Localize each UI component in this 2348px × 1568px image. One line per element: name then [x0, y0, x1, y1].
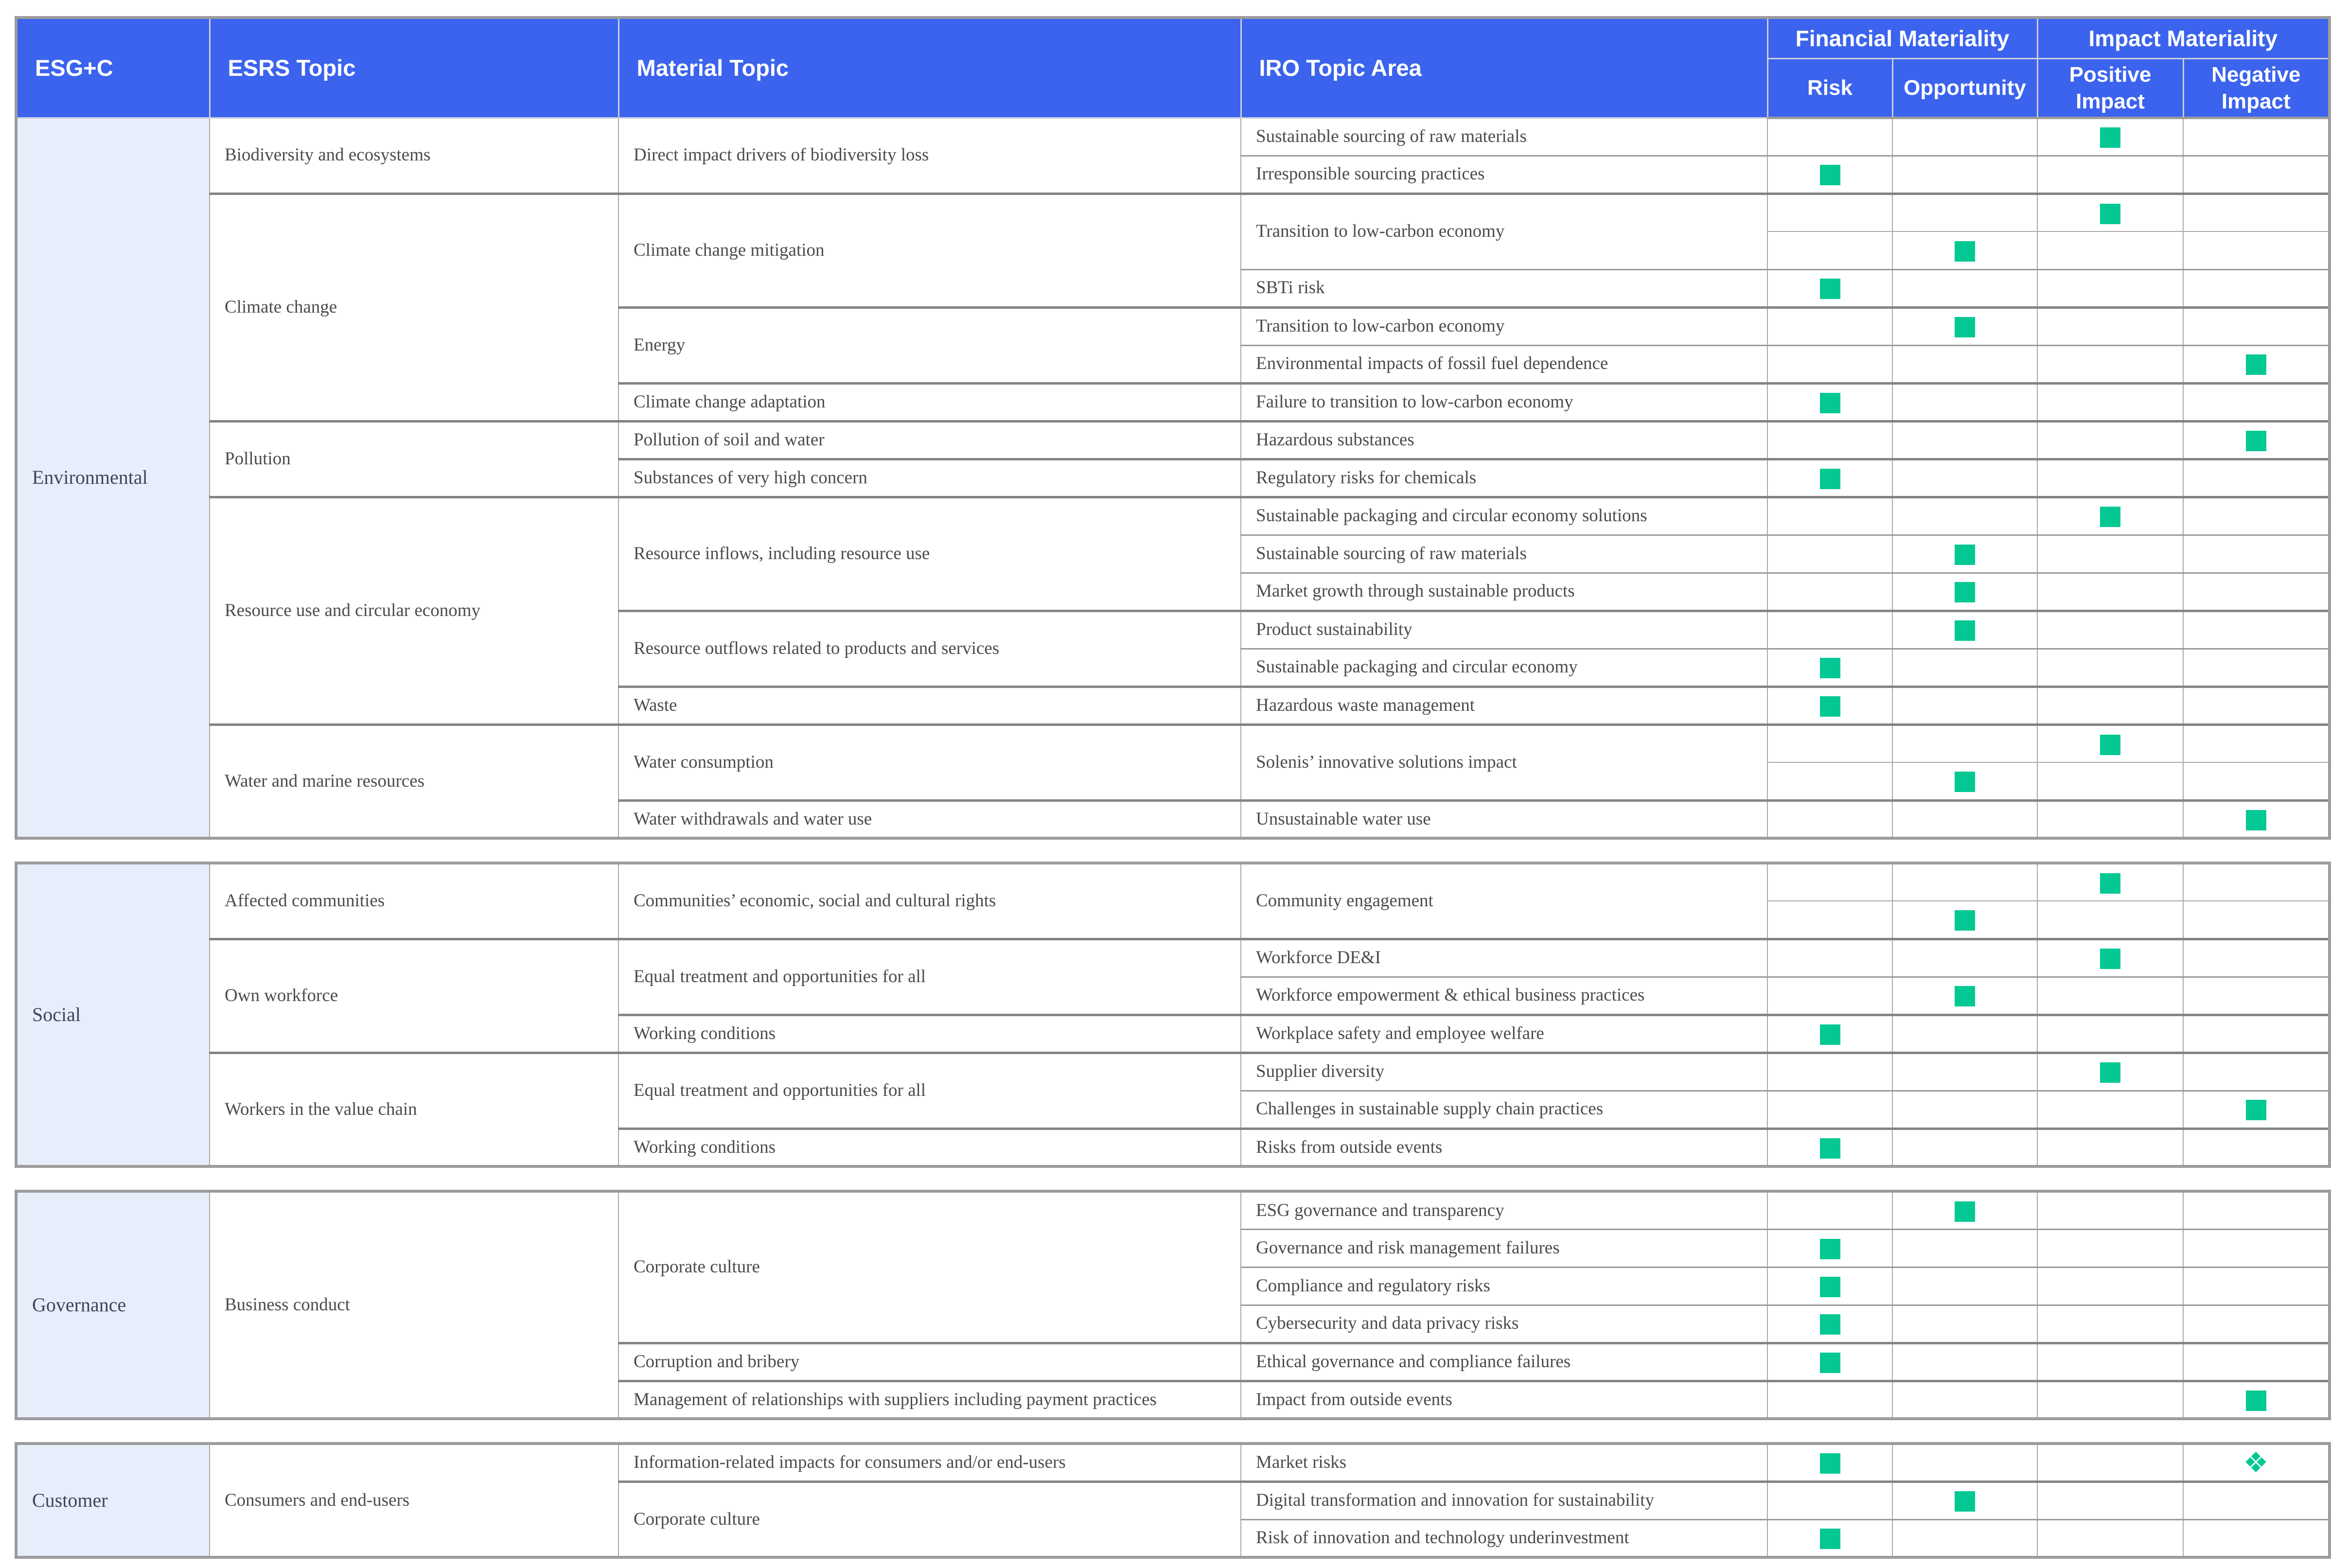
material-topic-cell: Management of relationships with suppliers including payment practices	[618, 1381, 1241, 1419]
iro-topic-cell: Solenis’ innovative solutions impact	[1241, 724, 1767, 800]
marker-cell-negative	[2183, 1015, 2330, 1053]
materiality-marker-icon	[1820, 1529, 1840, 1549]
table-row	[16, 939, 2330, 977]
esg-cell-governance: Governance	[16, 1191, 210, 1419]
marker-cell-positive	[2037, 1481, 2183, 1519]
marker-cell-negative	[2183, 1481, 2330, 1519]
material-topic-cell: Substances of very high concern	[618, 459, 1241, 497]
marker-cell-negative	[2183, 118, 2330, 156]
iro-topic-cell: Workforce DE&I	[1241, 939, 1767, 977]
marker-cell-opportunity	[1892, 1015, 2037, 1053]
marker-cell-negative	[2183, 1519, 2330, 1557]
materiality-marker-icon	[1820, 1453, 1840, 1474]
materiality-marker-icon	[2246, 431, 2266, 451]
materiality-marker-icon	[2100, 127, 2120, 148]
marker-cell-positive	[2037, 194, 2183, 231]
marker-cell-risk	[1767, 383, 1892, 421]
marker-cell-opportunity	[1892, 421, 2037, 459]
marker-cell-positive	[2037, 1229, 2183, 1267]
marker-cell-risk	[1767, 194, 1892, 231]
marker-cell-opportunity	[1892, 535, 2037, 573]
marker-cell-negative	[2183, 383, 2330, 421]
marker-cell-negative	[2183, 345, 2330, 383]
marker-cell-positive	[2037, 800, 2183, 838]
marker-cell-positive	[2037, 1381, 2183, 1419]
marker-cell-opportunity	[1892, 269, 2037, 307]
header-group-0: Financial Materiality	[1767, 18, 2037, 58]
materiality-marker-icon	[1955, 772, 1975, 792]
marker-cell-opportunity	[1892, 724, 2037, 762]
marker-cell-negative	[2183, 1191, 2330, 1229]
table-row	[16, 1053, 2330, 1091]
marker-cell-positive	[2037, 1305, 2183, 1343]
esrs-topic-cell: Pollution	[210, 421, 618, 497]
marker-cell-risk	[1767, 307, 1892, 345]
esrs-topic-cell: Affected communities	[210, 863, 618, 939]
header-sub-negative-impact: Negative Impact	[2183, 58, 2330, 118]
esg-cell-customer: Customer	[16, 1444, 210, 1557]
materiality-marker-icon	[2100, 204, 2120, 224]
marker-cell-positive	[2037, 383, 2183, 421]
iro-topic-cell: Product sustainability	[1241, 611, 1767, 649]
header-col-2: Material Topic	[618, 18, 1241, 118]
marker-cell-positive	[2037, 1015, 2183, 1053]
marker-cell-opportunity	[1892, 459, 2037, 497]
material-topic-cell: Pollution of soil and water	[618, 421, 1241, 459]
material-topic-cell: Climate change mitigation	[618, 194, 1241, 307]
marker-cell-positive	[2037, 863, 2183, 901]
table-row	[16, 1444, 2330, 1481]
marker-cell-opportunity	[1892, 939, 2037, 977]
marker-cell-risk	[1767, 573, 1892, 611]
marker-cell-risk	[1767, 1267, 1892, 1305]
marker-cell-positive	[2037, 1128, 2183, 1166]
marker-cell-opportunity	[1892, 1519, 2037, 1557]
material-topic-cell: Direct impact drivers of biodiversity loss	[618, 118, 1241, 194]
material-topic-cell: Working conditions	[618, 1128, 1241, 1166]
esg-cell-environmental: Environmental	[16, 118, 210, 838]
materiality-marker-icon	[1955, 1491, 1975, 1512]
table-row	[16, 497, 2330, 535]
marker-cell-opportunity	[1892, 1128, 2037, 1166]
table-row	[16, 724, 2330, 762]
materiality-marker-icon	[1820, 658, 1840, 678]
marker-cell-negative	[2183, 977, 2330, 1015]
header-col-3: IRO Topic Area	[1241, 18, 1767, 118]
marker-cell-negative	[2183, 1305, 2330, 1343]
marker-cell-risk	[1767, 1229, 1892, 1267]
iro-topic-cell: Sustainable packaging and circular economy	[1241, 649, 1767, 687]
materiality-marker-icon	[1820, 696, 1840, 717]
marker-cell-positive	[2037, 649, 2183, 687]
table-row	[16, 421, 2330, 459]
marker-cell-negative	[2183, 421, 2330, 459]
marker-cell-negative	[2183, 1091, 2330, 1128]
marker-cell-risk	[1767, 497, 1892, 535]
iro-topic-cell: Governance and risk management failures	[1241, 1229, 1767, 1267]
materiality-marker-icon	[1820, 1239, 1840, 1259]
marker-cell-negative	[2183, 762, 2330, 800]
materiality-marker-icon	[1820, 1138, 1840, 1159]
esrs-topic-cell: Climate change	[210, 194, 618, 421]
material-topic-cell: Corruption and bribery	[618, 1343, 1241, 1381]
marker-cell-negative	[2183, 573, 2330, 611]
materiality-marker-icon	[1820, 279, 1840, 299]
section-table-social	[15, 862, 2331, 1168]
header-group-1: Impact Materiality	[2037, 18, 2330, 58]
materiality-marker-icon	[1955, 241, 1975, 262]
materiality-marker-icon	[2100, 1062, 2120, 1083]
materiality-marker-icon	[1820, 1353, 1840, 1373]
iro-topic-cell: Regulatory risks for chemicals	[1241, 459, 1767, 497]
materiality-marker-icon	[1955, 620, 1975, 641]
marker-cell-risk	[1767, 1015, 1892, 1053]
marker-cell-risk	[1767, 649, 1892, 687]
marker-cell-negative	[2183, 1267, 2330, 1305]
marker-cell-negative	[2183, 901, 2330, 939]
marker-cell-negative	[2183, 1128, 2330, 1166]
table-row	[16, 863, 2330, 901]
marker-cell-risk	[1767, 1519, 1892, 1557]
marker-cell-negative	[2183, 611, 2330, 649]
marker-cell-negative	[2183, 497, 2330, 535]
marker-cell-opportunity	[1892, 573, 2037, 611]
material-topic-cell: Communities’ economic, social and cultural rights	[618, 863, 1241, 939]
marker-cell-negative	[2183, 156, 2330, 194]
marker-cell-risk	[1767, 1481, 1892, 1519]
material-topic-cell: Water consumption	[618, 724, 1241, 800]
marker-cell-risk	[1767, 345, 1892, 383]
marker-cell-risk	[1767, 231, 1892, 269]
material-topic-cell: Working conditions	[618, 1015, 1241, 1053]
marker-cell-positive	[2037, 1343, 2183, 1381]
marker-cell-negative	[2183, 535, 2330, 573]
iro-topic-cell: Transition to low-carbon economy	[1241, 194, 1767, 269]
esrs-topic-cell: Own workforce	[210, 939, 618, 1053]
marker-cell-negative	[2183, 649, 2330, 687]
marker-cell-risk	[1767, 1444, 1892, 1481]
materiality-marker-icon	[1820, 469, 1840, 489]
marker-cell-positive	[2037, 1053, 2183, 1091]
material-topic-cell: Corporate culture	[618, 1481, 1241, 1557]
esrs-topic-cell: Business conduct	[210, 1191, 618, 1419]
marker-cell-positive	[2037, 977, 2183, 1015]
materiality-marker-icon	[2100, 507, 2120, 527]
iro-topic-cell: Workforce empowerment & ethical business practices	[1241, 977, 1767, 1015]
marker-cell-opportunity	[1892, 1305, 2037, 1343]
marker-cell-positive	[2037, 687, 2183, 724]
marker-cell-risk	[1767, 687, 1892, 724]
iro-topic-cell: ESG governance and transparency	[1241, 1191, 1767, 1229]
material-topic-cell: Waste	[618, 687, 1241, 724]
marker-cell-opportunity	[1892, 1481, 2037, 1519]
marker-cell-opportunity	[1892, 383, 2037, 421]
marker-cell-opportunity	[1892, 687, 2037, 724]
iro-topic-cell: Failure to transition to low-carbon economy	[1241, 383, 1767, 421]
header-sub-positive-impact: Positive Impact	[2037, 58, 2183, 118]
marker-cell-opportunity	[1892, 1229, 2037, 1267]
marker-cell-positive	[2037, 724, 2183, 762]
marker-cell-risk	[1767, 724, 1892, 762]
marker-cell-opportunity	[1892, 611, 2037, 649]
marker-cell-risk	[1767, 1053, 1892, 1091]
iro-topic-cell: Market risks	[1241, 1444, 1767, 1481]
iro-topic-cell: Environmental impacts of fossil fuel dependence	[1241, 345, 1767, 383]
marker-cell-opportunity	[1892, 156, 2037, 194]
iro-topic-cell: Unsustainable water use	[1241, 800, 1767, 838]
marker-cell-positive	[2037, 901, 2183, 939]
materiality-tables-container	[15, 16, 2348, 1559]
marker-cell-risk	[1767, 421, 1892, 459]
marker-cell-risk	[1767, 459, 1892, 497]
material-topic-cell: Corporate culture	[618, 1191, 1241, 1343]
materiality-marker-icon	[2246, 810, 2266, 830]
material-topic-cell: Resource outflows related to products and services	[618, 611, 1241, 687]
esg-cell-social: Social	[16, 863, 210, 1166]
marker-cell-opportunity	[1892, 1191, 2037, 1229]
iro-topic-cell: Risks from outside events	[1241, 1128, 1767, 1166]
iro-topic-cell: Compliance and regulatory risks	[1241, 1267, 1767, 1305]
iro-topic-cell: Hazardous waste management	[1241, 687, 1767, 724]
iro-topic-cell: Sustainable sourcing of raw materials	[1241, 118, 1767, 156]
iro-topic-cell: Ethical governance and compliance failures	[1241, 1343, 1767, 1381]
marker-cell-negative	[2183, 1053, 2330, 1091]
marker-cell-positive	[2037, 939, 2183, 977]
iro-topic-cell: Sustainable sourcing of raw materials	[1241, 535, 1767, 573]
section-table-environmental	[15, 16, 2331, 840]
marker-cell-opportunity	[1892, 497, 2037, 535]
marker-cell-opportunity	[1892, 118, 2037, 156]
materiality-marker-icon	[1955, 910, 1975, 931]
marker-cell-negative	[2183, 307, 2330, 345]
materiality-marker-icon	[2246, 1100, 2266, 1120]
material-topic-cell: Energy	[618, 307, 1241, 383]
header-col-0: ESG+C	[16, 18, 210, 118]
marker-cell-opportunity	[1892, 1444, 2037, 1481]
marker-cell-positive	[2037, 1267, 2183, 1305]
materiality-marker-icon	[1955, 317, 1975, 337]
marker-cell-positive	[2037, 345, 2183, 383]
marker-cell-opportunity	[1892, 762, 2037, 800]
marker-cell-risk	[1767, 118, 1892, 156]
iro-topic-cell: Supplier diversity	[1241, 1053, 1767, 1091]
iro-topic-cell: Hazardous substances	[1241, 421, 1767, 459]
esrs-topic-cell: Resource use and circular economy	[210, 497, 618, 724]
marker-cell-positive	[2037, 307, 2183, 345]
esrs-topic-cell: Workers in the value chain	[210, 1053, 618, 1166]
marker-cell-risk	[1767, 762, 1892, 800]
material-topic-cell: Resource inflows, including resource use	[618, 497, 1241, 611]
esrs-topic-cell: Water and marine resources	[210, 724, 618, 838]
material-topic-cell: Information-related impacts for consumers and/or end-users	[618, 1444, 1241, 1481]
marker-cell-opportunity	[1892, 977, 2037, 1015]
esrs-topic-cell: Consumers and end-users	[210, 1444, 618, 1557]
marker-cell-negative	[2183, 687, 2330, 724]
marker-cell-opportunity	[1892, 863, 2037, 901]
marker-cell-positive	[2037, 1091, 2183, 1128]
marker-cell-risk	[1767, 1091, 1892, 1128]
marker-cell-negative	[2183, 1444, 2330, 1481]
iro-topic-cell: Transition to low-carbon economy	[1241, 307, 1767, 345]
marker-cell-negative	[2183, 1381, 2330, 1419]
marker-cell-risk	[1767, 156, 1892, 194]
materiality-marker-icon	[2246, 354, 2266, 375]
marker-cell-opportunity	[1892, 901, 2037, 939]
materiality-marker-icon	[1820, 1024, 1840, 1045]
materiality-marker-icon	[2100, 949, 2120, 969]
header-sub-opportunity: Opportunity	[1892, 58, 2037, 118]
marker-cell-negative	[2183, 269, 2330, 307]
marker-cell-risk	[1767, 611, 1892, 649]
materiality-marker-icon	[1820, 165, 1840, 185]
section-table-customer	[15, 1442, 2331, 1559]
section-table-governance	[15, 1190, 2331, 1420]
marker-cell-negative	[2183, 459, 2330, 497]
table-row	[16, 1191, 2330, 1229]
iro-topic-cell: SBTi risk	[1241, 269, 1767, 307]
marker-cell-risk	[1767, 1305, 1892, 1343]
marker-cell-positive	[2037, 1191, 2183, 1229]
iro-topic-cell: Digital transformation and innovation for sustainability	[1241, 1481, 1767, 1519]
marker-cell-opportunity	[1892, 194, 2037, 231]
marker-cell-negative	[2183, 800, 2330, 838]
marker-cell-negative	[2183, 194, 2330, 231]
marker-cell-opportunity	[1892, 345, 2037, 383]
iro-topic-cell: Sustainable packaging and circular economy solutions	[1241, 497, 1767, 535]
materiality-marker-icon	[1955, 986, 1975, 1006]
iro-topic-cell: Risk of innovation and technology underinvestment	[1241, 1519, 1767, 1557]
material-topic-cell: Water withdrawals and water use	[618, 800, 1241, 838]
table-row	[16, 194, 2330, 231]
marker-cell-opportunity	[1892, 800, 2037, 838]
marker-cell-positive	[2037, 156, 2183, 194]
marker-cell-negative	[2183, 231, 2330, 269]
materiality-marker-icon	[1955, 1201, 1975, 1222]
marker-cell-positive	[2037, 421, 2183, 459]
marker-cell-opportunity	[1892, 307, 2037, 345]
marker-cell-positive	[2037, 118, 2183, 156]
marker-cell-opportunity	[1892, 649, 2037, 687]
marker-cell-risk	[1767, 863, 1892, 901]
materiality-marker-icon	[1820, 1314, 1840, 1335]
marker-cell-risk	[1767, 1128, 1892, 1166]
iro-topic-cell: Market growth through sustainable products	[1241, 573, 1767, 611]
marker-cell-opportunity	[1892, 1053, 2037, 1091]
marker-cell-negative	[2183, 939, 2330, 977]
header-sub-risk: Risk	[1767, 58, 1892, 118]
material-topic-cell: Equal treatment and opportunities for all	[618, 939, 1241, 1015]
marker-cell-negative	[2183, 863, 2330, 901]
iro-topic-cell: Challenges in sustainable supply chain practices	[1241, 1091, 1767, 1128]
iro-topic-cell: Cybersecurity and data privacy risks	[1241, 1305, 1767, 1343]
marker-cell-risk	[1767, 535, 1892, 573]
materiality-marker-icon	[1820, 1277, 1840, 1297]
table-row	[16, 118, 2330, 156]
iro-topic-cell: Impact from outside events	[1241, 1381, 1767, 1419]
marker-cell-opportunity	[1892, 1091, 2037, 1128]
marker-cell-positive	[2037, 1444, 2183, 1481]
diamond-marker-icon: ❖	[2243, 1446, 2269, 1480]
marker-cell-risk	[1767, 901, 1892, 939]
iro-topic-cell: Irresponsible sourcing practices	[1241, 156, 1767, 194]
material-topic-cell: Climate change adaptation	[618, 383, 1241, 421]
marker-cell-risk	[1767, 269, 1892, 307]
marker-cell-positive	[2037, 611, 2183, 649]
esrs-topic-cell: Biodiversity and ecosystems	[210, 118, 618, 194]
marker-cell-opportunity	[1892, 1343, 2037, 1381]
marker-cell-positive	[2037, 762, 2183, 800]
header-col-1: ESRS Topic	[210, 18, 618, 118]
marker-cell-risk	[1767, 977, 1892, 1015]
materiality-marker-icon	[1820, 393, 1840, 413]
marker-cell-positive	[2037, 573, 2183, 611]
marker-cell-risk	[1767, 1381, 1892, 1419]
marker-cell-opportunity	[1892, 1381, 2037, 1419]
marker-cell-opportunity	[1892, 231, 2037, 269]
materiality-marker-icon	[2100, 735, 2120, 755]
marker-cell-risk	[1767, 939, 1892, 977]
material-topic-cell: Equal treatment and opportunities for all	[618, 1053, 1241, 1128]
iro-topic-cell: Workplace safety and employee welfare	[1241, 1015, 1767, 1053]
marker-cell-negative	[2183, 724, 2330, 762]
materiality-marker-icon	[1955, 545, 1975, 565]
iro-topic-cell: Community engagement	[1241, 863, 1767, 939]
marker-cell-opportunity	[1892, 1267, 2037, 1305]
marker-cell-negative	[2183, 1343, 2330, 1381]
marker-cell-risk	[1767, 1191, 1892, 1229]
marker-cell-positive	[2037, 497, 2183, 535]
marker-cell-negative	[2183, 1229, 2330, 1267]
materiality-marker-icon	[2100, 873, 2120, 894]
marker-cell-positive	[2037, 231, 2183, 269]
marker-cell-positive	[2037, 535, 2183, 573]
marker-cell-positive	[2037, 269, 2183, 307]
marker-cell-risk	[1767, 800, 1892, 838]
marker-cell-positive	[2037, 1519, 2183, 1557]
marker-cell-positive	[2037, 459, 2183, 497]
materiality-marker-icon	[2246, 1391, 2266, 1411]
marker-cell-risk	[1767, 1343, 1892, 1381]
materiality-marker-icon	[1955, 582, 1975, 602]
